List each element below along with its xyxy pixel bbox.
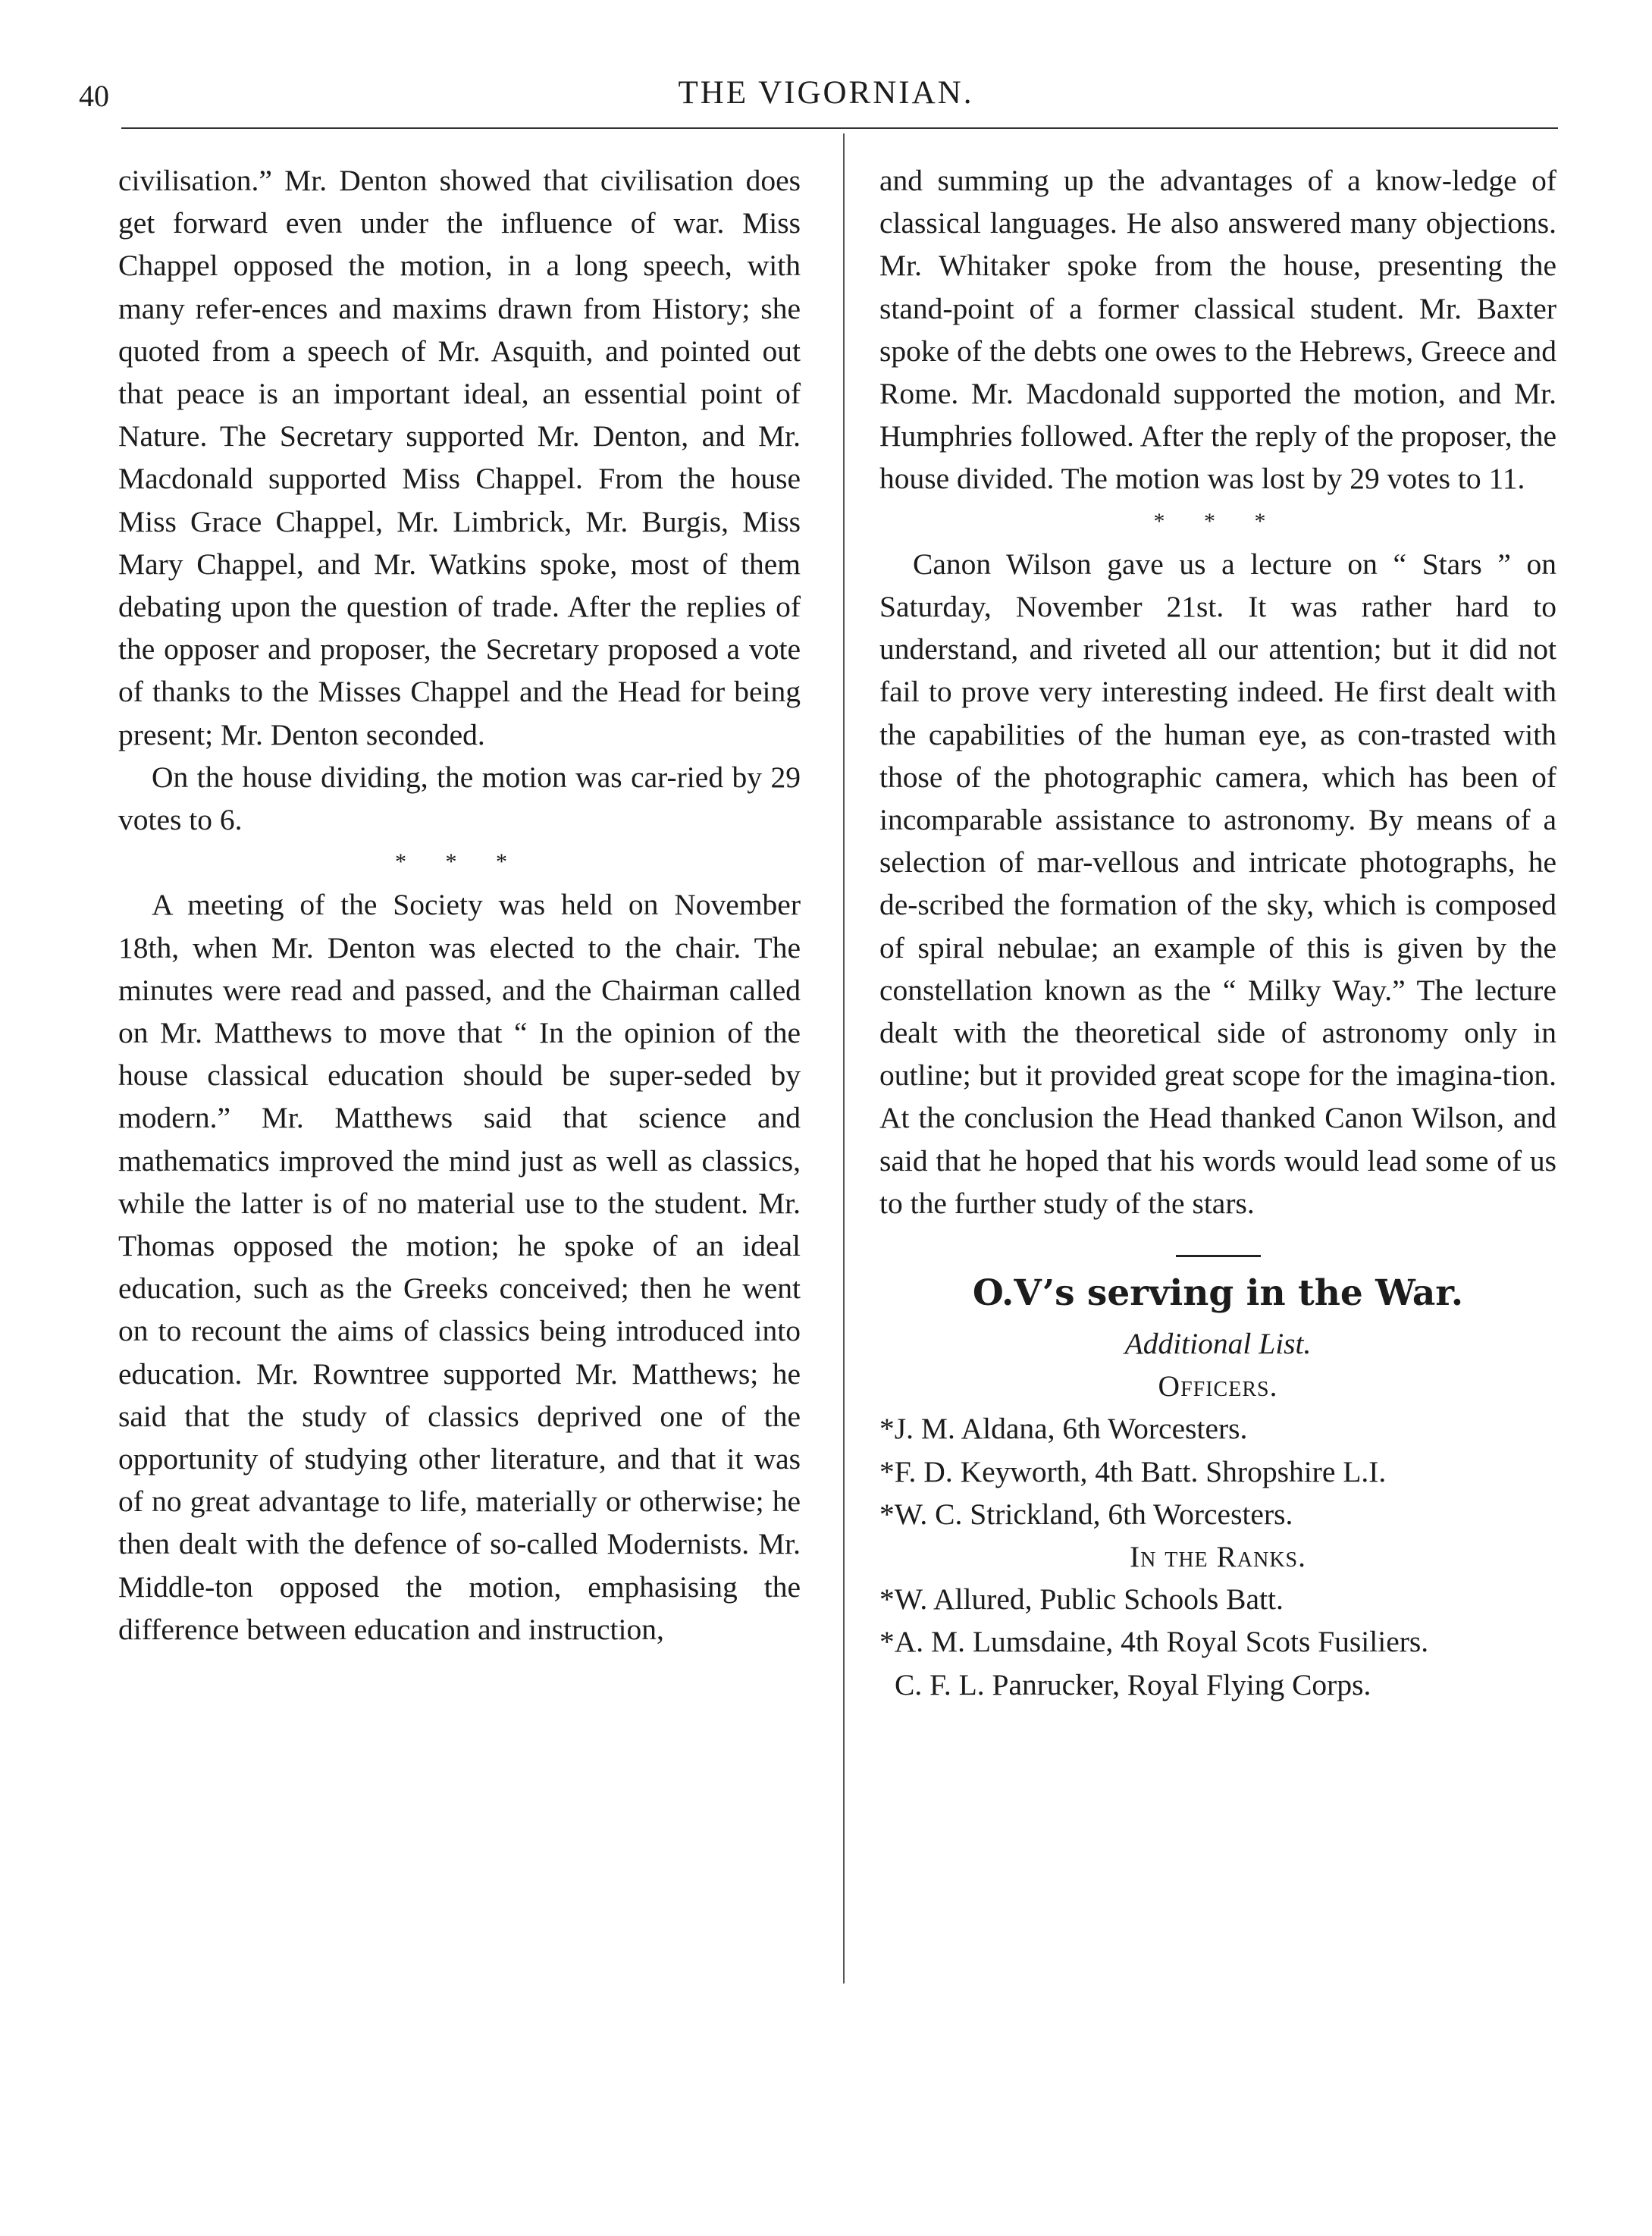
list-item: *W. Allured, Public Schools Batt. — [879, 1582, 1284, 1617]
meeting-paragraph-continued: and summing up the advantages of a know-ledge of classical languages. He also answered many objections. Mr. Whitaker spoke from the house, presenting the stand-point of a former classical student. Mr. Baxter spoke of the debts one owes to the Hebrews, Greece and Rome. Mr. Macdonald supported the motion, and Mr. Humphries followed. After the reply of the proposer, the house divided. The motion was lost by 29 votes to 11. — [879, 164, 1556, 496]
section-rule — [1176, 1255, 1261, 1257]
list-item: C. F. L. Panrucker, Royal Flying Corps. — [895, 1667, 1371, 1701]
section-subtitle: Additional List. — [1124, 1327, 1312, 1361]
society-meeting-paragraph: A meeting of the Society was held on November 18th, when Mr. Denton was elected to the chair. The minutes were read and passed, and the Chairman called on Mr. Matthews to move that “ In the opinion of the house classical education should be super-seded by modern.” Mr. Matthews said that science and mathematics improved the mind just as well as classics, while the latter is of no material use to the student. Mr. Thomas opposed the motion; he spoke of an ideal education, such as the Greeks conceived; then he went on to recount the aims of classics being introduced into education. Mr. Rowntree supported Mr. Matthews; he said that the study of classics deprived one of the opportunity of studying other literature, and that it was of no great advantage to life, materially or otherwise; he then dealt with the defence of so-called Modernists. Mr. Middle-ton opposed the motion, emphasising the difference between education and instruction, — [118, 888, 801, 1646]
running-head-title: THE VIGORNIAN. — [678, 75, 974, 111]
right-column — [879, 159, 1556, 1706]
section-separator: * * * — [1153, 508, 1283, 534]
officers-heading: Officers. — [1158, 1369, 1278, 1403]
page-number: 40 — [79, 79, 109, 113]
debate-paragraph-continued: civilisation.” Mr. Denton showed that civilisation does get forward even under the influence of war. Miss Chappel opposed the motion, in a long speech, with many refer-ences and maxims drawn from History; she quoted from a speech of Mr. Asquith, and pointed out that peace is an important ideal, an essential point of Nature. The Secretary supported Mr. Denton, and Mr. Macdonald supported Miss Chappel. From the house Miss Grace Chappel, Mr. Limbrick, Mr. Burgis, Miss Mary Chappel, and Mr. Watkins spoke, most of them debating upon the question of trade. After the replies of the opposer and proposer, the Secretary proposed a vote of thanks to the Misses Chappel and the Head for being present; Mr. Denton seconded. — [118, 164, 801, 751]
header-rule — [121, 127, 1558, 129]
list-item: *W. C. Strickland, 6th Worcesters. — [879, 1497, 1293, 1531]
list-item: *J. M. Aldana, 6th Worcesters. — [879, 1412, 1248, 1446]
section-title: O.V’s serving in the War. — [972, 1272, 1464, 1315]
debate-result-paragraph: On the house dividing, the motion was car-ried by 29 votes to 6. — [118, 760, 801, 837]
column-divider — [843, 133, 845, 1984]
left-column — [118, 159, 801, 1651]
list-item: *A. M. Lumsdaine, 4th Royal Scots Fusiliers. — [879, 1625, 1429, 1659]
ranks-heading: In the Ranks. — [1129, 1540, 1306, 1574]
lecture-paragraph: Canon Wilson gave us a lecture on “ Stars ” on Saturday, November 21st. It was rather hard to understand, and riveted all our attention; but it did not fail to prove very interesting indeed. He first dealt with the capabilities of the human eye, as con-trasted with those of the photographic camera, which has been of incomparable assistance to astronomy. By means of a selection of mar-vellous and intricate photographs, he de-scribed the formation of the sky, which is composed of spiral nebulae; an example of this is given by the constellation known as the “ Milky Way.” The lecture dealt with the theoretical side of astronomy only in outline; but it provided great scope for the imagina-tion. At the conclusion the Head thanked Canon Wilson, and said that he hoped that his words would lead some of us to the further study of the stars. — [879, 547, 1556, 1220]
section-separator: * * * — [395, 849, 524, 875]
list-item: *F. D. Keyworth, 4th Batt. Shropshire L.I. — [879, 1454, 1387, 1488]
